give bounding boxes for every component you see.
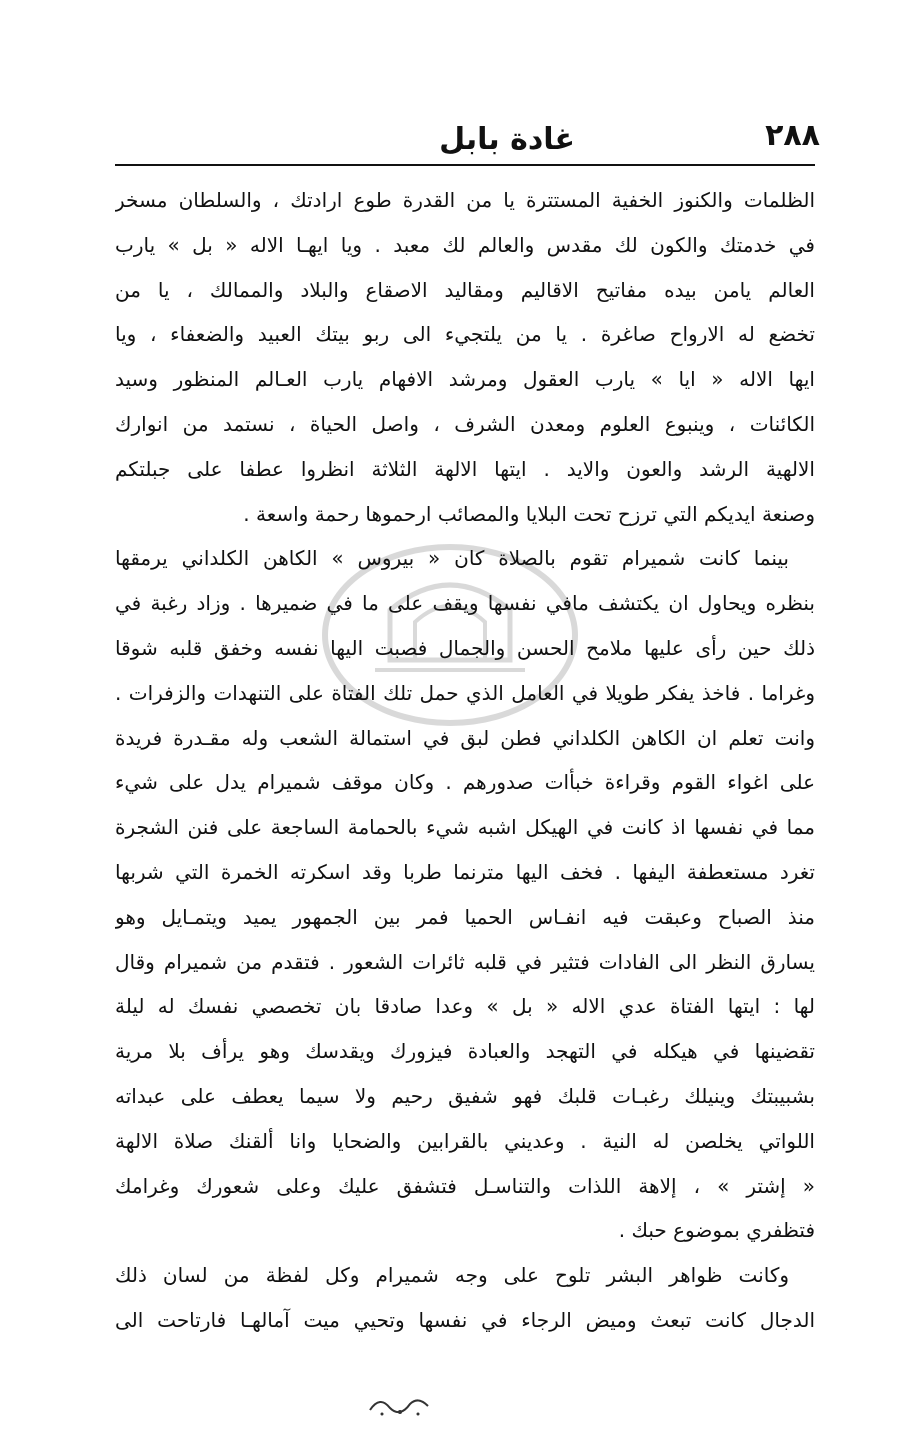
page-header [120, 118, 820, 168]
running-title: غادة بابل [439, 122, 575, 157]
text-line: اللواتي يخلصن له النية . وعديني بالقرابين والضحايا وانا ألقنك صلاة الالهة [115, 1128, 815, 1153]
ornament-icon [360, 1390, 440, 1420]
header-rule [115, 164, 815, 166]
text-line: وغراما . فاخذ يفكر طويلا في العامل الذي حمل تلك الفتاة على التنهدات والزفرات . [115, 680, 815, 705]
text-line: بنظره ويحاول ان يكتشف مافي نفسها ويقف على ما في ضميرها . وزاد رغبة في [115, 591, 815, 616]
text-line: على اغواء القوم وقراءة خبأات صدورهم . وكان موقف شميرام يدل على شيء [115, 770, 815, 795]
text-line: العالم يامن بيده مفاتيح الاقاليم ومقاليد الاصقاع والبلاد والممالك ، يا من [115, 277, 815, 302]
text-line: تقضينها في هيكله في التهجد والعبادة فيزورك ويقدسك وهو يرأف بلا مرية [115, 1039, 815, 1064]
text-line: في خدمتك والكون لك مقدس والعالم لك معبد . ويا ايهـا الاله « بل » يارب [115, 232, 815, 257]
page-number: ٢٨٨ [765, 118, 820, 153]
text-line: يسارق النظر الى الفادات فتثير في قلبه ثائرات الشعور . فتقدم من شميرام وقال [115, 949, 815, 974]
text-line: الالهية الرشد والعون والايد . ايتها الالهة الثلاثة انظروا عطفا على جبلتكم [115, 456, 815, 481]
body-text [115, 178, 815, 1388]
text-line: بشبيبتك وينيلك رغبـات قلبك فهو شفيق رحيم ولا سيما يعطف على عبداته [115, 1083, 815, 1108]
text-line: مما في نفسها اذ كانت في الهيكل اشبه شيء بالحمامة الساجعة على فنن الشجرة [115, 815, 815, 840]
text-line: ذلك حين رأى عليها ملامح الحسن والجمال فصبت اليها نفسه وخفق قلبه شوقا [115, 635, 815, 660]
text-line: وصنعة ايديكم التي ترزح تحت البلايا والمصائب ارحموها رحمة واسعة . [243, 501, 815, 526]
text-line: « إشتر » ، إلاهة اللذات والتناسـل فتشفق عليك وعلى شعورك وغرامك [115, 1173, 815, 1198]
text-line: منذ الصباح وعبقت فيه انفـاس الحميا فمر بين الجمهور يميد ويتمـايل وهو [115, 904, 815, 929]
text-line: فتظفري بموضوع حبك . [618, 1218, 815, 1243]
text-line: لها : ايتها الفتاة عدي الاله « بل » وعدا صادقا بان تخصصي نفسك له ليلة [115, 994, 815, 1019]
text-line: الكائنات ، وينبوع العلوم ومعدن الشرف ، واصل الحياة ، نستمد من انوارك [115, 411, 815, 436]
paragraph-start-line: بينما كانت شميرام تقوم بالصلاة كان « بيروس » الكاهن الكلداني يرمقها [115, 546, 789, 571]
text-line: الظلمات والكنوز الخفية المستترة يا من القدرة طوع ارادتك ، والسلطان مسخر [115, 188, 815, 212]
text-line: ايها الاله « ايا » يارب العقول ومرشد الافهام يارب العـالم المنظور وسيد [115, 367, 815, 392]
paragraph-start-line: وكانت ظواهر البشر تلوح على وجه شميرام وكل لفظة من لسان ذلك [115, 1263, 789, 1288]
text-line: تخضع له الارواح صاغرة . يا من يلتجيء الى ربو بيتك العبيد والضعفاء ، ويا [115, 322, 815, 347]
text-line: الدجال كانت تبعث وميض الرجاء في نفسها وتحيي ميت آمالهـا فارتاحت الى [115, 1307, 815, 1332]
text-line: تغرد مستعطفة اليفها . فخف اليها مترنما طربا وقد اسكرته الخمرة التي شربها [115, 859, 815, 884]
text-line: وانت تعلم ان الكاهن الكلداني فطن لبق في استمالة الشعب وله مقـدرة فريدة [115, 725, 815, 750]
